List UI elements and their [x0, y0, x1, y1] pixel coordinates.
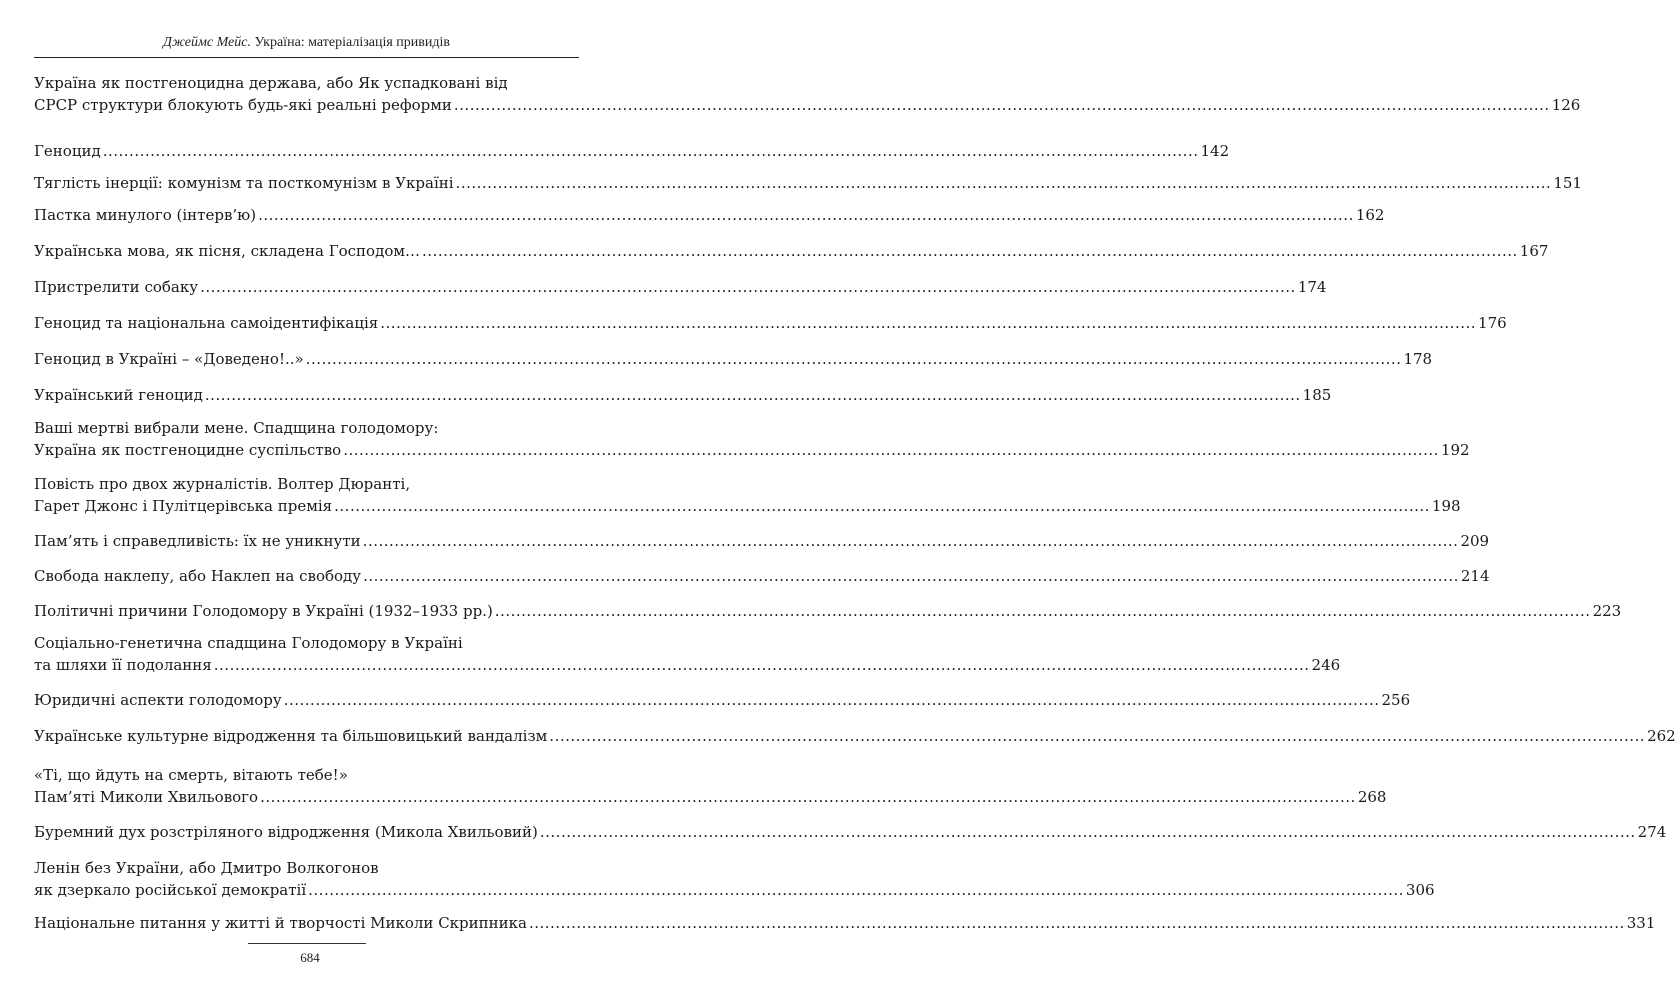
footer-rule [248, 943, 366, 944]
toc-entry-title-line: Політичні причини Голодомору в Україні (1932–1933 рр.) [34, 602, 493, 620]
dot-leader [306, 348, 1402, 370]
toc-entry-page: 126 [1551, 96, 1581, 114]
toc-entry-page: 142 [1200, 142, 1230, 160]
toc-entry [34, 565, 1490, 587]
dot-leader [380, 312, 1476, 334]
toc-entry-page: 192 [1440, 441, 1470, 459]
toc-entry-title-line: Гарет Джонс і Пулітцерівська премія [34, 497, 333, 515]
toc-entry-page: 331 [1626, 914, 1656, 932]
toc-entry-title-line: Юридичні аспекти голодомору [34, 691, 282, 709]
toc-entry-page: 185 [1302, 386, 1332, 404]
dot-leader [343, 439, 1439, 461]
toc-entry-row [34, 384, 1332, 406]
toc-entry-row [34, 654, 1341, 676]
toc-entry [34, 530, 1490, 552]
toc-entry-row [34, 600, 1622, 622]
toc-entry-page: 162 [1355, 206, 1385, 224]
dot-leader [205, 384, 1301, 406]
toc-entry-title-line: Ваші мертві вибрали мене. Спадщина голодомору: [34, 419, 439, 437]
toc-entry-row [34, 530, 1490, 552]
dot-leader [456, 172, 1552, 194]
toc-entry-page: 174 [1297, 278, 1327, 296]
dot-leader [103, 140, 1199, 162]
dot-leader [334, 495, 1430, 517]
toc-entry [34, 632, 1341, 676]
toc-entry [34, 312, 1507, 334]
dot-leader [214, 654, 1310, 676]
toc-entry-title-line: як дзеркало російської демократії [34, 881, 307, 899]
dot-leader [454, 94, 1550, 116]
toc-entry-title-line: Українське культурне відродження та більшовицький вандалізм [34, 727, 548, 745]
toc-entry-title-line: Геноцид [34, 142, 101, 160]
toc-entry-title-line: Повість про двох журналістів. Волтер Дюранті, [34, 475, 411, 493]
toc-entry [34, 240, 1549, 262]
toc-entry-title-line: Соціально-генетична спадщина Голодомору в Україні [34, 634, 463, 652]
toc-entry [34, 473, 1461, 517]
toc-entry-title-line: Буремний дух розстріляного відродження (Микола Хвильовий) [34, 823, 538, 841]
toc-entry-title-line: та шляхи її подолання [34, 656, 212, 674]
toc-entry [34, 384, 1332, 406]
toc-entry-page: 198 [1431, 497, 1461, 515]
toc-entry-page: 214 [1460, 567, 1490, 585]
toc-entry-row [34, 879, 1435, 901]
toc-entry-page: 223 [1592, 602, 1622, 620]
toc-entry-title-line: Геноцид та національна самоідентифікація [34, 314, 379, 332]
header-title: Україна: матеріалізація привидів [254, 35, 450, 50]
toc-entry-row [34, 140, 1230, 162]
dot-leader [363, 530, 1459, 552]
toc-entry-row [34, 94, 1581, 116]
toc-entry-row [34, 240, 1549, 262]
toc-entry-row [34, 312, 1507, 334]
dot-leader [200, 276, 1296, 298]
toc-entry-title-line: Українська мова, як пісня, складена Господом… [34, 242, 421, 260]
toc-entry-page: 256 [1381, 691, 1411, 709]
toc-entry-title-line: Тяглість інерції: комунізм та посткомунізм в Україні [34, 174, 454, 192]
toc-entry-row [34, 495, 1461, 517]
toc-entry [34, 857, 1435, 901]
toc-entry-row [34, 439, 1470, 461]
dot-leader [540, 821, 1636, 843]
toc-entry [34, 172, 1582, 194]
dot-leader [422, 240, 1518, 262]
toc-entry-row [34, 276, 1327, 298]
toc-entry [34, 600, 1622, 622]
toc-entry-title-line: Пристрелити собаку [34, 278, 199, 296]
toc-entry-row [34, 204, 1385, 226]
toc-entry-row [34, 821, 1667, 843]
toc-entry-title-line: Україна як постгеноцидне суспільство [34, 441, 342, 459]
toc-entry-row [34, 725, 1676, 747]
toc-entry [34, 417, 1470, 461]
toc-entry-title-line: Пастка минулого (інтерв’ю) [34, 206, 257, 224]
toc-entry-page: 178 [1403, 350, 1433, 368]
toc-entry [34, 912, 1656, 934]
toc-entry [34, 725, 1676, 747]
toc-entry-row [34, 565, 1490, 587]
toc-entry-page: 246 [1311, 656, 1341, 674]
toc-entry-title-line: Національне питання у житті й творчості Миколи Скрипника [34, 914, 527, 932]
toc-entry-row [34, 689, 1411, 711]
dot-leader [284, 689, 1380, 711]
toc-entry-title-line: СРСР структури блокують будь-які реальні реформи [34, 96, 452, 114]
toc-entry-page: 176 [1478, 314, 1507, 332]
page-number: 684 [300, 950, 320, 965]
dot-leader [529, 912, 1625, 934]
toc-entry [34, 348, 1433, 370]
toc-entry-title-line: «Ті, що йдуть на смерть, вітають тебе!» [34, 766, 348, 784]
dot-leader [549, 725, 1645, 747]
toc-entry [34, 276, 1327, 298]
toc-entry-page: 167 [1519, 242, 1549, 260]
toc-entry [34, 72, 1581, 116]
toc-entry-page: 262 [1647, 727, 1676, 745]
toc-entry-row [34, 912, 1656, 934]
dot-leader [363, 565, 1459, 587]
dot-leader [258, 204, 1354, 226]
toc-entry-title-line: Український геноцид [34, 386, 203, 404]
toc-entry-page: 209 [1460, 532, 1490, 550]
toc-entry [34, 204, 1385, 226]
toc-entry [34, 140, 1230, 162]
toc-entry-page: 274 [1637, 823, 1667, 841]
dot-leader [495, 600, 1591, 622]
toc-entry-page: 151 [1553, 174, 1582, 192]
toc-entry-title-line: Пам’яті Миколи Хвильового [34, 788, 259, 806]
running-header [34, 33, 579, 58]
toc-entry [34, 821, 1667, 843]
toc-entry [34, 689, 1411, 711]
toc-entry-title-line: Свобода наклепу, або Наклеп на свободу [34, 567, 362, 585]
toc-entry-page: 306 [1405, 881, 1435, 899]
toc-entry [34, 764, 1387, 808]
toc-entry-title-line: Ленін без України, або Дмитро Волкогонов [34, 859, 379, 877]
toc-entry-row [34, 348, 1433, 370]
toc-entry-title-line: Пам’ять і справедливість: їх не уникнути [34, 532, 361, 550]
toc-entry-title-line: Україна як постгеноцидна держава, або Як успадковані від [34, 74, 508, 92]
dot-leader [308, 879, 1404, 901]
dot-leader [260, 786, 1356, 808]
toc-entry-row [34, 786, 1387, 808]
toc-entry-page: 268 [1357, 788, 1387, 806]
header-author: Джеймс Мейс. [162, 35, 251, 50]
toc-entry-title-line: Геноцид в Україні – «Доведено!..» [34, 350, 304, 368]
toc-entry-row [34, 172, 1582, 194]
